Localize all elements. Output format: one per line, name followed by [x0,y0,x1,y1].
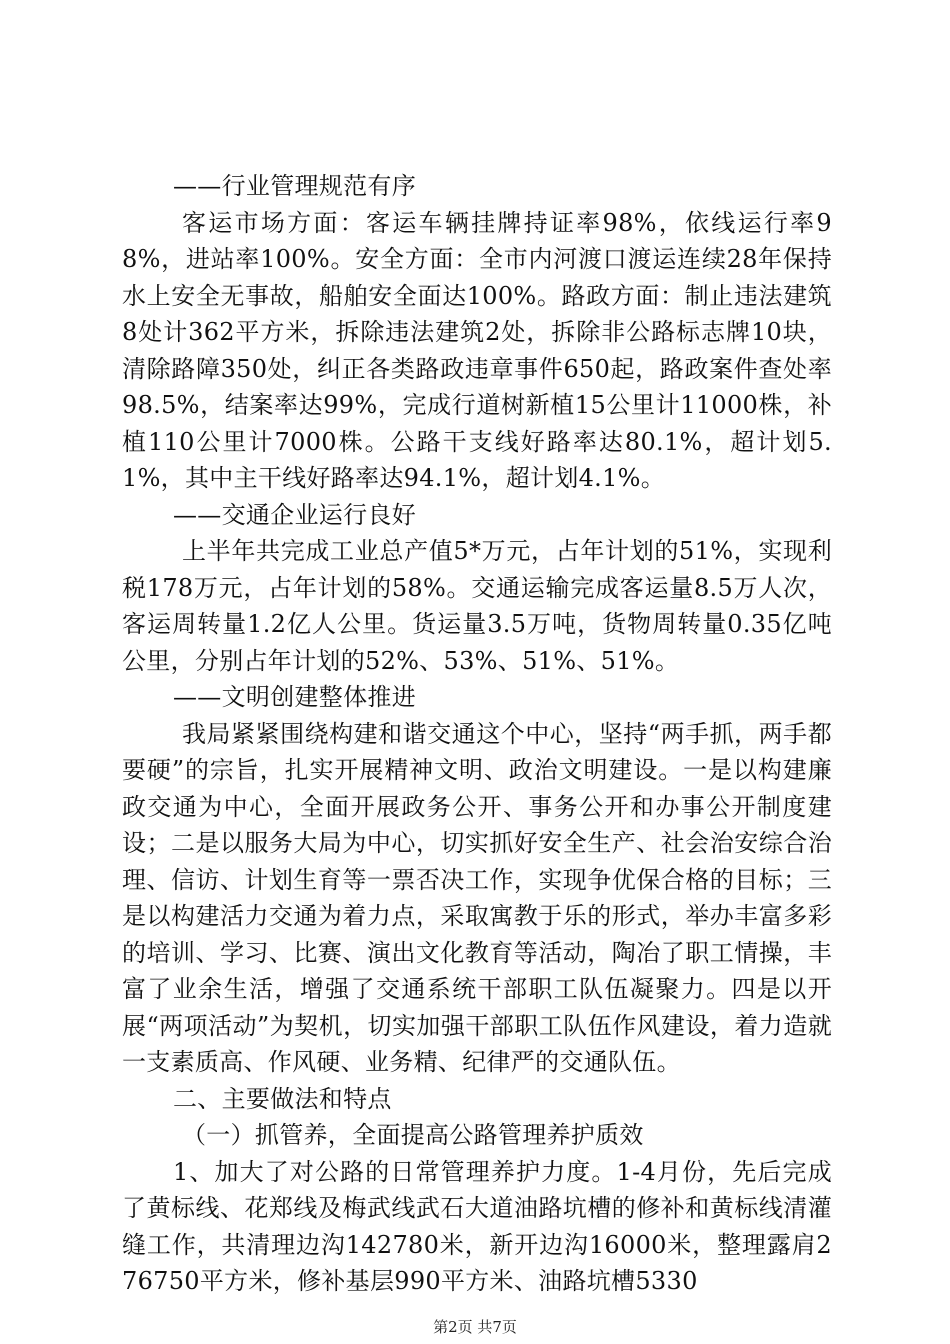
paragraph-enterprise-operation: 上半年共完成工业总产值5*万元，占年计划的51%，实现利税178万元，占年计划的58%。交通运输完成客运量8.5万人次，客运周转量1.2亿人公里。货运量3.5万吨，货物周转量0.35亿吨公里，分别占年计划的52%、53%、51%、51%。 [122,537,832,675]
section-heading-main-practices: 二、主要做法和特点 [173,1084,392,1113]
paragraph-civilization: 我局紧紧围绕构建和谐交通这个中心，坚持“两手抓，两手都要硬”的宗旨，扎实开展精神文明、政治文明建设。一是以构建廉政交通为中心，全面开展政务公开、事务公开和办事公开制度建设；二是以服务大局为中心，切实抓好安全生产、社会治安综合治理、信访、计划生育等一票否决工作，实现争优保合格的目标；三是以构建活力交通为着力点，采取寓教于乐的形式，举办丰富多彩的培训、学习、比赛、演出文化教育等活动，陶冶了职工情操，丰富了业余生活，增强了交通系统干部职工队伍凝聚力。四是以开展“两项活动”为契机，切实加强干部职工队伍作风建设，着力造就一支素质高、作风硬、业务精、纪律严的交通队伍。 [122,719,832,1076]
page-footer: 第2页 共7页 [433,1318,517,1336]
subsection-heading-road-maintenance: （一）抓管养，全面提高公路管理养护质效 [182,1121,644,1149]
paragraph-road-maintenance: 1、加大了对公路的日常管理养护力度。1-4月份，先后完成了黄标线、花郑线及梅武线武石大道油路坑槽的修补和黄标线清灌缝工作，共清理边沟142780米，新开边沟16000米，整理露肩276750平方米，修补基层990平方米、油路坑槽5330 [122,1157,832,1295]
section-heading-civilization: ——文明创建整体推进 [173,683,416,711]
paragraph-industry-management: 客运市场方面：客运车辆挂牌持证率98%，依线运行率98%，进站率100%。安全方面：全市内河渡口渡运连续28年保持水上安全无事故，船舶安全面达100%。路政方面：制止违法建筑8处计362平方米，拆除违法建筑2处，拆除非公路标志牌10块，清除路障350处，纠正各类路政违章事件650起，路政案件查处率98.5%，结案率达99%，完成行道树新植15公里计11000株，补植110公里计7000株。公路干支线好路率达80.1%，超计划5.1%，其中主干线好路率达94.1%，超计划4.1%。 [122,208,832,492]
section-heading-industry-management: ——行业管理规范有序 [173,172,416,200]
section-heading-enterprise-operation: ——交通企业运行良好 [173,500,416,529]
document-body [122,168,832,1300]
